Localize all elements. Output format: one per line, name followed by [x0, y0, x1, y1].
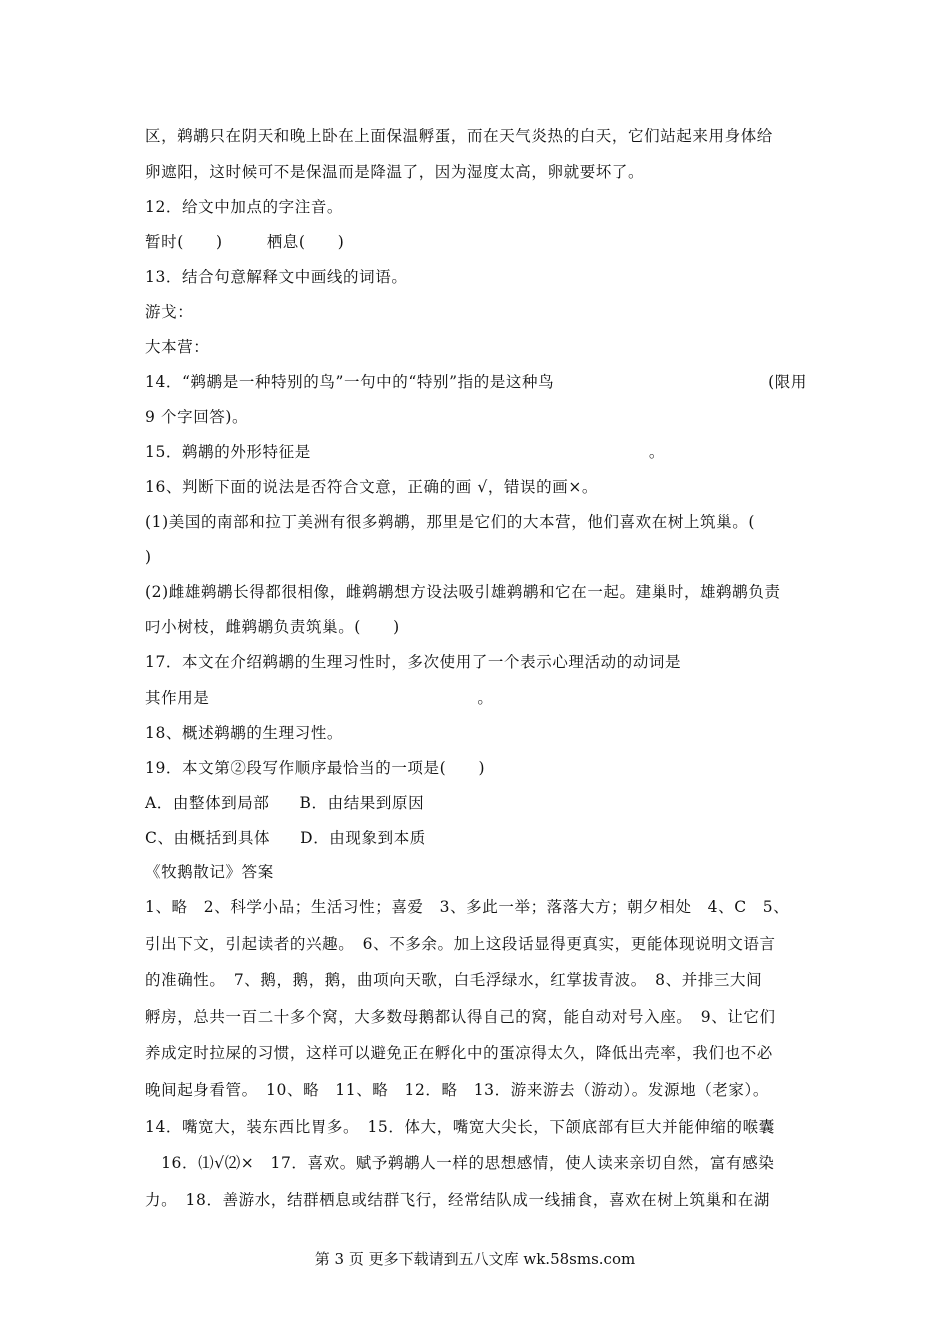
question-13-item-b: 大本营：	[145, 338, 210, 356]
text-line: 卵遮阳，这时候可不是保温而是降温了，因为湿度太高，卵就要坏了。	[145, 163, 645, 181]
option-a: A．由整体到局部	[145, 794, 270, 812]
question-17-purpose: 其作用是	[145, 689, 210, 707]
question-14-limit: (限用	[768, 373, 807, 391]
question-17: 17．本文在介绍鹈鹕的生理习性时，多次使用了一个表示心理活动的动词是	[145, 653, 682, 671]
answer-line: 1、略 2、科学小品；生活习性；喜爱 3、多此一举；落落大方；朝夕相处 4、C 5、	[145, 898, 790, 916]
question-12-items	[145, 232, 344, 252]
question-17-cont	[145, 688, 494, 708]
question-16-item-2-cont: 叼小树枝，雌鹈鹕负责筑巢。( )	[145, 618, 400, 636]
option-b: B．由结果到原因	[299, 794, 425, 812]
answer-line: 14．嘴宽大，装东西比胃多。 15．体大，嘴宽大尖长，下颌底部有巨大并能伸缩的喉囊	[145, 1118, 775, 1136]
question-16-item-1: (1)美国的南部和拉丁美洲有很多鹈鹕，那里是它们的大本营，他们喜欢在树上筑巢。(	[145, 513, 756, 531]
question-14-cont: 9 个字回答)。	[145, 408, 249, 426]
question-19: 19．本文第②段写作顺序最恰当的一项是( )	[145, 759, 486, 777]
answer-line: 引出下文，引起读者的兴趣。 6、不多余。加上这段话显得更真实，更能体现说明文语言	[145, 935, 776, 953]
question-13: 13．结合句意解释文中画线的词语。	[145, 268, 408, 286]
question-19-options-cd	[145, 828, 426, 848]
answer-line: 孵房，总共一百二十多个窝，大多数母鹅都认得自己的窝，能自动对号入座。 9、让它们	[145, 1008, 776, 1026]
answer-line: 的准确性。 7、鹅，鹅，鹅，曲项向天歌，白毛浮绿水，红掌拔青波。 8、并排三大间	[145, 971, 763, 989]
question-12: 12．给文中加点的字注音。	[145, 198, 344, 216]
answer-line: 16．⑴√⑵× 17．喜欢。赋予鹈鹕人一样的思想感情，使人读来亲切自然，富有感染	[145, 1154, 775, 1172]
question-14-text: 14．“鹈鹕是一种特别的鸟”一句中的“特别”指的是这种鸟	[145, 373, 555, 391]
question-15-text: 15．鹈鹕的外形特征是	[145, 443, 311, 461]
answer-line: 力。 18．善游水，结群栖息或结群飞行，经常结队成一线捕食，喜欢在树上筑巢和在湖	[145, 1191, 770, 1209]
option-c: C、由概括到具体	[145, 829, 271, 847]
question-16-item-1-end: )	[145, 548, 152, 566]
text-line: 区，鹈鹕只在阴天和晚上卧在上面保温孵蛋，而在天气炎热的白天，它们站起来用身体给	[145, 127, 773, 145]
question-14	[145, 372, 807, 392]
answer-title: 《牧鹅散记》答案	[145, 863, 274, 881]
question-16-item-2: (2)雌雄鹈鹕长得都很相像，雌鹈鹕想方设法吸引雄鹈鹕和它在一起。建巢时，雄鹈鹕负责	[145, 583, 781, 601]
item-qixi: 栖息( )	[266, 233, 345, 251]
item-zanshi: 暂时( )	[145, 233, 223, 251]
question-17-end: 。	[477, 689, 494, 707]
answer-line: 养成定时拉屎的习惯，这样可以避免正在孵化中的蛋凉得太久，降低出壳率，我们也不必	[145, 1044, 773, 1062]
question-15	[145, 442, 665, 462]
question-19-options-ab	[145, 793, 424, 813]
question-18: 18、概述鹈鹕的生理习性。	[145, 724, 344, 742]
option-d: D．由现象到本质	[300, 829, 426, 847]
question-16: 16、判断下面的说法是否符合文意，正确的画 √，错误的画×。	[145, 478, 599, 496]
question-13-item-a: 游戈：	[145, 303, 194, 321]
question-15-end: 。	[648, 443, 665, 461]
answer-line: 晚间起身看管。 10、略 11、略 12．略 13．游来游去（游动）。发源地（老家）。	[145, 1081, 769, 1099]
page-footer: 第 3 页 更多下载请到五八文库 wk.58sms.com	[314, 1250, 636, 1268]
